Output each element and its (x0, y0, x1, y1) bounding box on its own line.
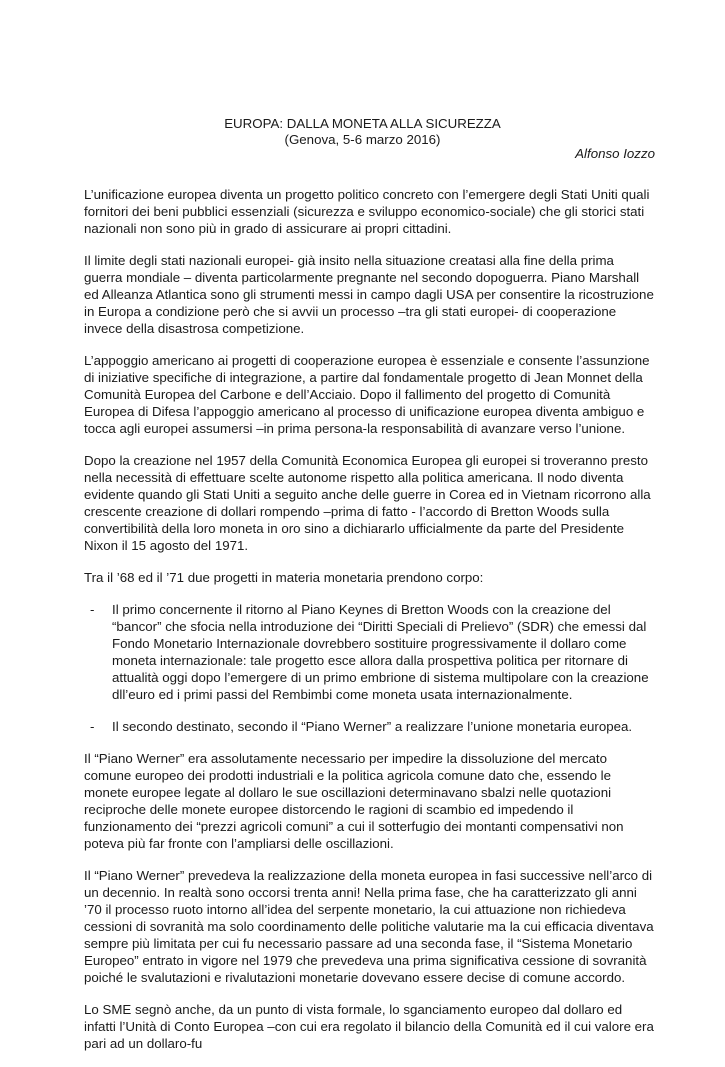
document-body (84, 186, 656, 1067)
list-item (84, 601, 656, 703)
bullet-list (84, 601, 656, 735)
paragraph-2: Il limite degli stati nazionali europei- già insito nella situazione creatasi alla fine della prima guerra mondiale – diventa particolarmente pregnante nel secondo dopoguerra. Piano Marshall ed Alleanza Atlantica sono gli strumenti messi in campo dagli USA per consentire la ricostruzione in Europa a condizione però che si avvii un processo –tra gli stati europei- di cooperazione invece della disastrosa competizione. (84, 253, 654, 336)
paragraph-7: Il “Piano Werner” prevedeva la realizzazione della moneta europea in fasi successive nell’arco di un decennio. In realtà sono occorsi trenta anni! Nella prima fase, che ha caratterizzato gli anni ’70 il processo ruoto intorno all’idea del serpente monetario, la cui attuazione non richiedeva cessioni di sovranità ma solo coordinamento delle politiche valutarie ma la cui efficacia diventava sempre più limitata per cui fu necessario passare ad una seconda fase, il “Sistema Monetario Europeo” entrato in vigore nel 1979 che prevedeva una prima significativa cessione di sovranità poiché le svalutazioni e rivalutazioni monetarie dovevano essere decise di comune accordo. (84, 868, 654, 985)
document-title: EUROPA: DALLA MONETA ALLA SICUREZZA (224, 116, 501, 131)
list-item-text: Il primo concernente il ritorno al Piano Keynes di Bretton Woods con la creazione del “bancor” che sfocia nella introduzione dei “Diritti Speciali di Prelievo” (SDR) che emessi dal Fondo Monetario Internazionale dovrebbero sostituire progressivamente il dollaro come moneta internazionale: tale progetto esce allora dalla prospettiva politica per ritornare di attualità oggi dopo l’emergere di un primo embrione di sistema multipolare con la creazione dll’euro ed i primi passi del Rembimbi come moneta usata internazionalmente. (112, 602, 649, 702)
document-subtitle: (Genova, 5-6 marzo 2016) (284, 132, 441, 147)
paragraph-8: Lo SME segnò anche, da un punto di vista formale, lo sganciamento europeo dal dollaro ed infatti l’Unità di Conto Europea –con cui era regolato il bilancio della Comunità ed il cui valore era pari ad un dollaro-fu (84, 1002, 654, 1051)
list-item (84, 718, 656, 735)
paragraph-1: L’unificazione europea diventa un progetto politico concreto con l’emergere degli Stati Uniti quali fornitori dei beni pubblici essenziali (sicurezza e sviluppo economico-sociale) che gli storici stati nazionali non sono più in grado di assicurare ai propri cittadini. (84, 187, 650, 236)
list-item-text: Il secondo destinato, secondo il “Piano Werner” a realizzare l’unione monetaria europea. (112, 719, 633, 734)
list-dash: - (90, 719, 95, 734)
paragraph-4: Dopo la creazione nel 1957 della Comunità Economica Europea gli europei si troveranno presto nella necessità di effettuare scelte autonome rispetto alla politica americana. Il nodo diventa evidente quando gli Stati Uniti a seguito anche delle guerre in Corea ed in Vietnam ricorrono alla crescente creazione di dollari rompendo –prima di fatto - l’accordo di Bretton Woods sulla convertibilità della loro moneta in oro sino a dichiararlo ufficialmente da parte del Presidente Nixon il 15 agosto del 1971. (84, 453, 651, 553)
paragraph-6: Il “Piano Werner” era assolutamente necessario per impedire la dissoluzione del mercato comune europeo dei prodotti industriali e la politica agricola comune dato che, essendo le monete europee legate al dollaro le sue oscillazioni determinavano sbalzi nelle quotazioni reciproche delle monete europee distorcendo le ragioni di scambio ed impedendo il funzionamento dei “prezzi agricoli comuni” a cui il sotterfugio dei montanti compensativi non poteva più far fronte con l’ampliarsi delle oscillazioni. (84, 751, 624, 851)
author-name: Alfonso Iozzo (575, 146, 655, 161)
list-dash: - (90, 602, 95, 617)
paragraph-5: Tra il ’68 ed il ’71 due progetti in materia monetaria prendono corpo: (84, 570, 484, 585)
paragraph-3: L’appoggio americano ai progetti di cooperazione europea è essenziale e consente l’assunzione di iniziative specifiche di integrazione, a partire dal fondamentale progetto di Jean Monnet della Comunità Europea del Carbone e dell’Acciaio. Dopo il fallimento del progetto di Comunità Europea di Difesa l’appoggio americano al processo di unificazione europea diventa ambiguo e tocca agli europei assumersi –in prima persona-la responsabilità di avanzare verso l’unione. (84, 353, 650, 436)
